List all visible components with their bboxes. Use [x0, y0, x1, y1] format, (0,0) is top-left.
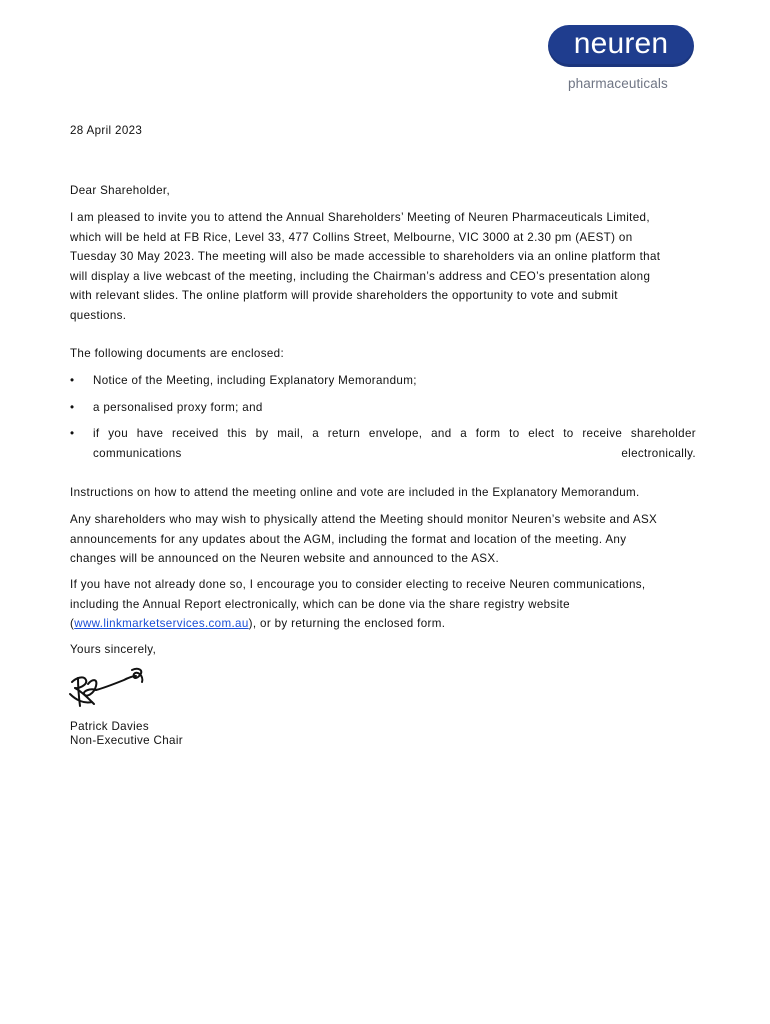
bullet-marker: •: [70, 374, 75, 387]
electronic-paragraph: [70, 575, 695, 634]
attendance-paragraph: [70, 510, 695, 569]
bullet-marker: •: [70, 427, 75, 440]
logo-badge: [548, 25, 694, 67]
electronic-line: If you have not already done so, I encourage you to consider electing to receive Neuren communications,: [70, 578, 646, 591]
closing: Yours sincerely,: [70, 643, 157, 656]
intro-line: Tuesday 30 May 2023. The meeting will also be made accessible to shareholders via an online platform that: [70, 250, 661, 263]
intro-line: with relevant slides. The online platform will provide shareholders the opportunity to vote and submit: [70, 289, 618, 302]
intro-line: will display a live webcast of the meeting, including the Chairman’s address and CEO’s presentation along: [70, 269, 651, 283]
electronic-line-3: [70, 614, 695, 634]
handwritten-signature: [66, 664, 148, 712]
intro-line: questions.: [70, 308, 127, 322]
bullet-marker: •: [70, 401, 75, 414]
logo-wordmark: neuren: [573, 27, 669, 60]
bullet-item: a personalised proxy form; and: [93, 401, 263, 414]
attendance-line: changes will be announced on the Neuren website and announced to the ASX.: [70, 552, 500, 565]
logo-subtitle: pharmaceuticals: [568, 76, 668, 91]
bullet-item: if you have received this by mail, a return envelope, and a form to elect to receive shareholder communications electronically.: [93, 427, 696, 460]
salutation: Dear Shareholder,: [70, 184, 171, 197]
intro-line: I am pleased to invite you to attend the Annual Shareholders’ Meeting of Neuren Pharmaceuticals Limited,: [70, 211, 650, 224]
attendance-line: announcements for any updates about the AGM, including the format and location of the meeting. Any: [70, 532, 627, 546]
open-paren: (: [70, 617, 75, 630]
registry-website-link[interactable]: www.linkmarketservices.com.au: [74, 617, 249, 630]
bullet-item: Notice of the Meeting, including Explanatory Memorandum;: [93, 374, 417, 387]
attendance-line: Any shareholders who may wish to physically attend the Meeting should monitor Neuren’s website and ASX: [70, 513, 658, 526]
company-logo: [548, 25, 698, 95]
signatory-title: Non-Executive Chair: [70, 734, 183, 747]
intro-line: which will be held at FB Rice, Level 33, 477 Collins Street, Melbourne, VIC 3000 at 2.30 pm (AEST) on: [70, 230, 633, 244]
letter-date: 28 April 2023: [70, 124, 143, 137]
intro-paragraph: [70, 208, 695, 325]
enclosed-heading: The following documents are enclosed:: [70, 347, 285, 360]
instructions-paragraph: Instructions on how to attend the meeting online and vote are included in the Explanatory Memorandum.: [70, 486, 640, 499]
after-link-text: ), or by returning the enclosed form.: [248, 617, 446, 630]
electronic-line: including the Annual Report electronically, which can be done via the share registry website: [70, 597, 570, 611]
signatory-name: Patrick Davies: [70, 720, 149, 733]
